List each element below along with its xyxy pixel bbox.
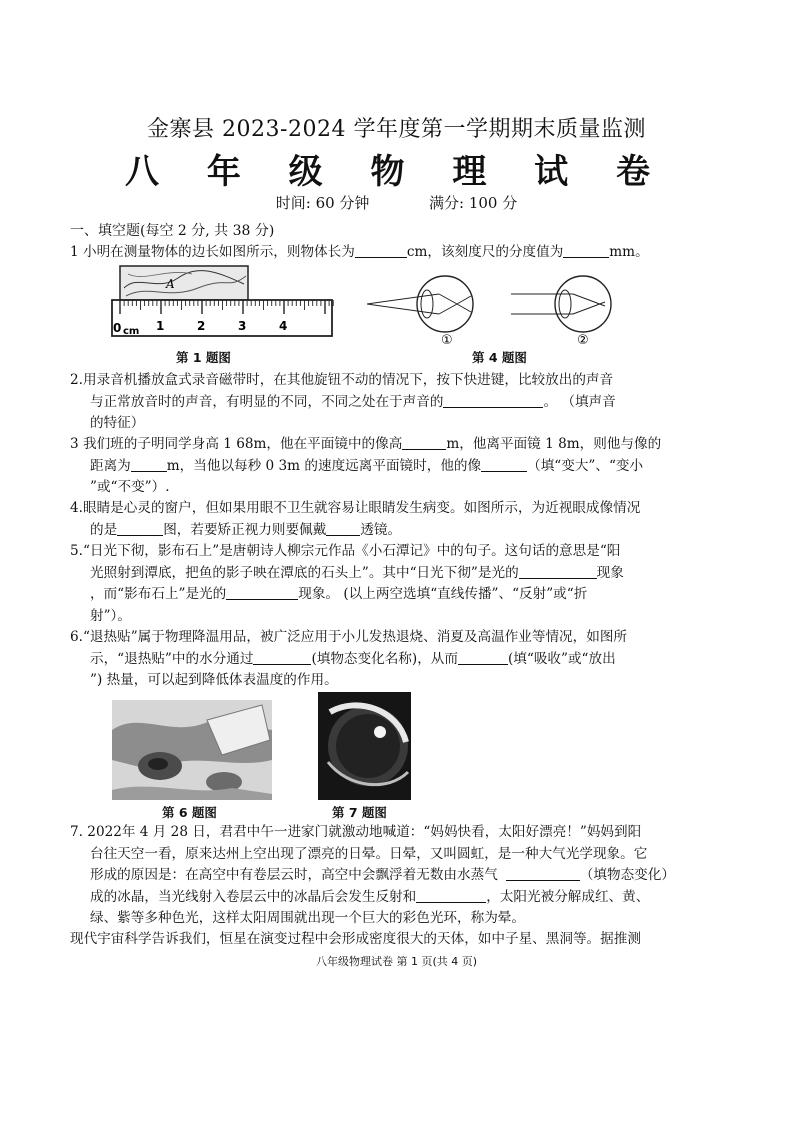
question-2: 2.用录音机播放盒式录音磁带时，在其他旋钮不动的情况下，按下快进键，比较放出的声音 与正常放音时的声音，有明显的不同，不同之处在于声音的 。 （填声音 的特征）	[70, 372, 616, 431]
answer-blank[interactable]	[416, 888, 486, 903]
figure-6-photo	[112, 700, 272, 800]
eye-1-label: ①	[441, 333, 453, 348]
ruler-label-1: 1	[156, 319, 165, 333]
figure-1-ruler	[108, 262, 338, 344]
answer-blank[interactable]	[117, 521, 163, 536]
answer-blank[interactable]	[402, 435, 446, 450]
ruler-unit: cm	[123, 326, 140, 337]
ruler-label-4: 4	[279, 319, 288, 333]
eye-2-label: ②	[577, 333, 589, 348]
answer-blank[interactable]	[563, 243, 609, 258]
question-8: 现代宇宙科学告诉我们，恒星在演变过程中会形成密度很大的天体，如中子星、黑洞等。据推测	[70, 931, 641, 947]
figure-7-photo	[318, 692, 411, 800]
eye-diagram-2	[511, 276, 611, 332]
question-1: 1 小明在测量物体的边长如图所示，则物体长为 cm，该刻度尺的分度值为 mm。	[70, 244, 649, 260]
ruler-label-2: 2	[197, 319, 206, 333]
question-6: 6.“退热贴”属于物理降温用品，被广泛应用于小儿发热退烧、消夏及高温作业等情况，如图所 示，“退热贴”中的水分通过 (填物态变化名称)，从而 (填“吸收”或“放出 ”) 热量，可以起到降低体表温度的作用。	[70, 629, 628, 688]
answer-blank[interactable]	[326, 521, 360, 536]
time-label: 时间: 60 分钟	[275, 194, 370, 212]
question-4: 4.眼睛是心灵的窗户，但如果用眼不卫生就容易让眼睛发生病变。如图所示，为近视眼成像情况 的是 图，若要矫正视力则要佩戴 透镜。	[70, 500, 641, 538]
eye-diagram-1	[367, 276, 473, 332]
answer-blank[interactable]	[443, 393, 543, 408]
figure-4-caption: 第 4 题图	[472, 350, 527, 365]
exam-title-line2: 八 年 级 物 理 试 卷	[124, 152, 669, 192]
question-7: 7. 2022年 4 月 28 日，君君中午一进家门就激动地喊道：“妈妈快看，太阳好漂亮！”妈妈到阳 台往天空一看，原来达州上空出现了漂亮的日晕。日晕，又叫圆虹，是一种大气光学现象。它 形成的原因是：在高空中有卷层云时，高空中会飘浮着无数由水蒸气 （填物态变化） 成的冰晶，当光线射入卷层云中的冰晶后会发生反射和 ，太阳光被分解成红、黄、 绿、紫等多种色光，这样太阳周围就出现一个巨大的彩色光环，称为晕。	[70, 824, 675, 926]
answer-blank[interactable]	[458, 650, 508, 665]
answer-blank[interactable]	[481, 457, 527, 472]
answer-blank[interactable]	[519, 564, 597, 579]
ruler-label-0: 0	[113, 321, 122, 335]
figure-7-caption: 第 7 题图	[332, 805, 387, 820]
exam-info	[0, 192, 793, 213]
section-heading: 一、填空题(每空 2 分, 共 38 分)	[70, 223, 275, 239]
answer-blank[interactable]	[253, 650, 311, 665]
answer-blank[interactable]	[506, 866, 580, 881]
object-label: A	[166, 277, 175, 291]
question-3: 3 我们班的子明同学身高 1 68m，他在平面镜中的像高 m，他离平面镜 1 8m，则他与像的 距离为 m，当他以每秒 0 3m 的速度远离平面镜时，他的像 （填“变大”、“变小 ”或“不变”）.	[70, 436, 662, 495]
ruler-label-3: 3	[238, 319, 247, 333]
answer-blank[interactable]	[131, 457, 167, 472]
exam-title-line1: 金寨县 2023-2024 学年度第一学期期末质量监测	[147, 117, 646, 142]
figure-6-caption: 第 6 题图	[162, 805, 217, 820]
score-label: 满分: 100 分	[429, 194, 518, 212]
figure-4-eyes	[365, 264, 635, 350]
answer-blank[interactable]	[226, 585, 298, 600]
figure-1-caption: 第 1 题图	[176, 350, 231, 365]
page-footer: 八年级物理试卷 第 1 页(共 4 页)	[315, 955, 478, 968]
question-5: 5.“日光下彻，影布石上”是唐朝诗人柳宗元作品《小石潭记》中的句子。这句话的意思是“阳 光照射到潭底，把鱼的影子映在潭底的石头上”。其中“日光下彻”是光的 现象 ，而“影布石上”是光的 现象。 (以上两空选填“直线传播”、“反射”或“折 射”）。	[70, 543, 624, 624]
answer-blank[interactable]	[355, 243, 407, 258]
measured-object	[120, 266, 248, 300]
